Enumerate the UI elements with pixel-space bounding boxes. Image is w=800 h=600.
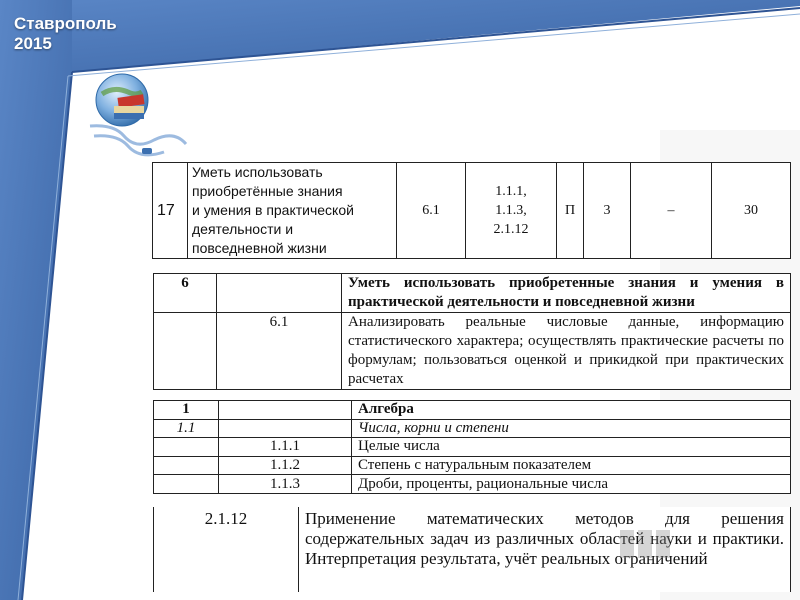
- difficulty-level: П: [557, 163, 584, 259]
- requirement-subnumber: 6.1: [217, 313, 342, 390]
- table-row: 1.1 Числа, корни и степени: [154, 419, 791, 438]
- codifier-table: [153, 507, 791, 592]
- content-elements: 1.1.1, 1.1.3, 2.1.12: [466, 163, 557, 259]
- codifier-text: Применение математических методов для решения содержательных задач из различных областей науки и практики. Интерпретация результата, учёт реальных ограничений: [299, 507, 791, 592]
- globe-books-icon: [84, 66, 194, 166]
- task-number: 17: [153, 163, 188, 259]
- table-row: 1.1.2 Степень с натуральным показателем: [154, 456, 791, 475]
- table-row: [154, 507, 791, 592]
- table-row: [154, 313, 791, 390]
- city-name: Ставрополь: [14, 14, 117, 33]
- year-label: 2015: [14, 34, 52, 53]
- table-row: 1.1.1 Целые числа: [154, 438, 791, 457]
- content-elements-table: [153, 400, 791, 494]
- watermark-icon: [618, 524, 678, 564]
- section-title: Алгебра: [352, 401, 791, 420]
- requirement-number: 6: [154, 274, 217, 313]
- requirements-table: [153, 273, 791, 390]
- table-row: 1 Алгебра: [154, 401, 791, 420]
- time-minutes: 30: [712, 163, 791, 259]
- subsection-title: Числа, корни и степени: [352, 419, 791, 438]
- requirement-text: Анализировать реальные числовые данные, информацию статистического характера; осуществлять практические расчеты по формулам; пользоваться оценкой и прикидкой при практических расчетах: [342, 313, 791, 390]
- requirement-code: 6.1: [397, 163, 466, 259]
- codifier-code: 2.1.12: [154, 507, 299, 592]
- brand-label: [14, 14, 117, 54]
- table-row: [153, 163, 791, 259]
- table-row: [154, 274, 791, 313]
- requirement-heading: Уметь использовать приобретенные знания и умения в практической деятельности и повседневной жизни: [342, 274, 791, 313]
- table-row: 1.1.3 Дроби, проценты, рациональные числа: [154, 475, 791, 494]
- dash-cell: –: [631, 163, 712, 259]
- max-points: 3: [584, 163, 631, 259]
- skill-description: Уметь использовать приобретённые знания и умения в практической деятельности и повседневной жизни: [188, 163, 397, 259]
- competency-table: [152, 162, 791, 259]
